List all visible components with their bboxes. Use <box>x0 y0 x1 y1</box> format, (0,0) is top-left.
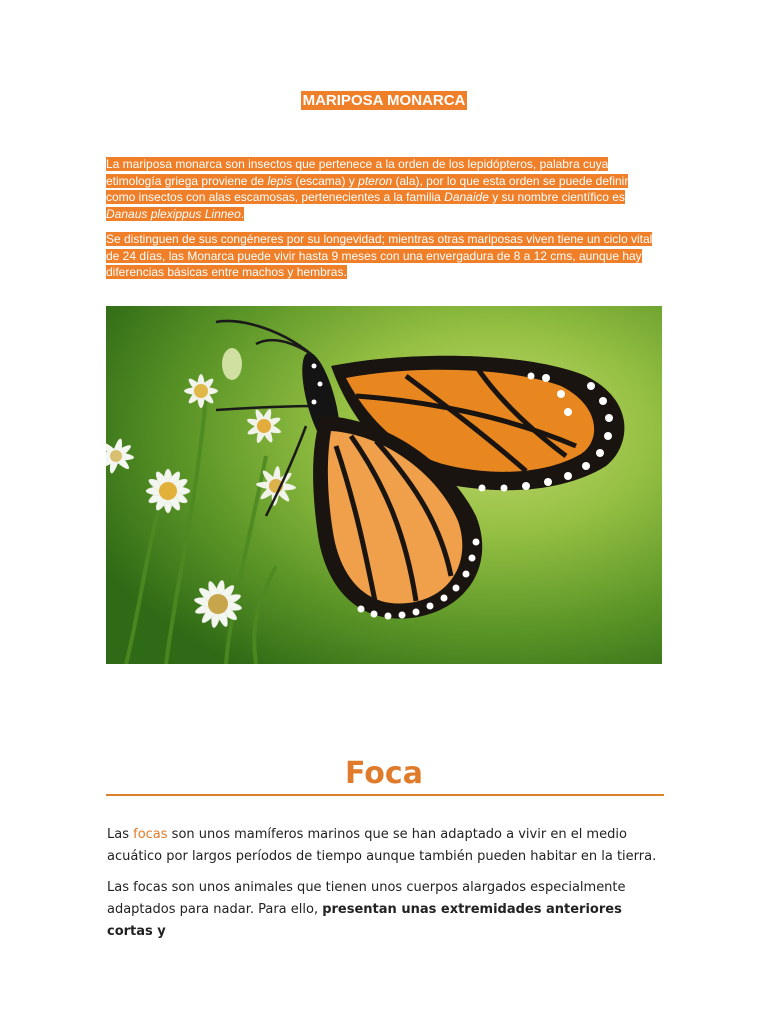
para1-italic-scientific-name: Danaus plexippus Linneo <box>106 206 241 221</box>
para1-text-2: (escama) y <box>292 173 359 188</box>
para1-italic-lepis: lepis <box>267 173 293 188</box>
para1-italic-danaide: Danaide <box>444 190 489 205</box>
foca-heading: Foca <box>345 756 423 791</box>
page-title: MARIPOSA MONARCA <box>302 92 466 109</box>
heading-divider <box>106 794 664 796</box>
monarca-paragraph-2 <box>106 231 656 281</box>
butterfly-illustration <box>106 306 662 664</box>
foca-paragraph-1 <box>107 824 667 868</box>
monarca-paragraph-1 <box>106 156 656 222</box>
foca-p2-text-a: Las focas son unos animales que tienen unos cuerpos alargados especialmente adaptados para nadar. Para ello, <box>107 880 626 917</box>
focas-link[interactable]: focas <box>133 827 168 842</box>
para1-italic-pteron: pteron <box>358 173 393 188</box>
para1-text-4: y su nombre científico es <box>488 190 625 205</box>
para1-text-1: La mariposa monarca son insectos que pertenece a la orden de los lepidópteros, palabra cuya etimología griega proviene de <box>106 157 609 188</box>
foca-paragraph-2 <box>107 877 667 943</box>
title-wrapper <box>0 91 768 110</box>
foca-p1-text-b: son unos mamíferos marinos que se han adaptado a vivir en el medio acuático por largos períodos de tiempo aunque también pueden habitar en la tierra. <box>107 827 657 864</box>
monarch-butterfly-photo <box>106 306 662 664</box>
para2-text: Se distinguen de sus congéneres por su longevidad; mientras otras mariposas viven tiene un ciclo vital de 24 días, las Monarca puede vivir hasta 9 meses con una envergadura de 8 a 12 cms, aunque hay diferencias básicas entre machos y hembras. <box>106 232 653 280</box>
foca-p2-bold-text: presentan unas extremidades anteriores cortas y <box>107 902 622 939</box>
para1-text-3: (ala), por lo que esta orden se puede definir como insectos con alas escamosas, pertenecientes a la familia <box>106 173 629 205</box>
para1-text-5: . <box>240 206 245 221</box>
foca-p1-text-a: Las <box>107 827 134 842</box>
